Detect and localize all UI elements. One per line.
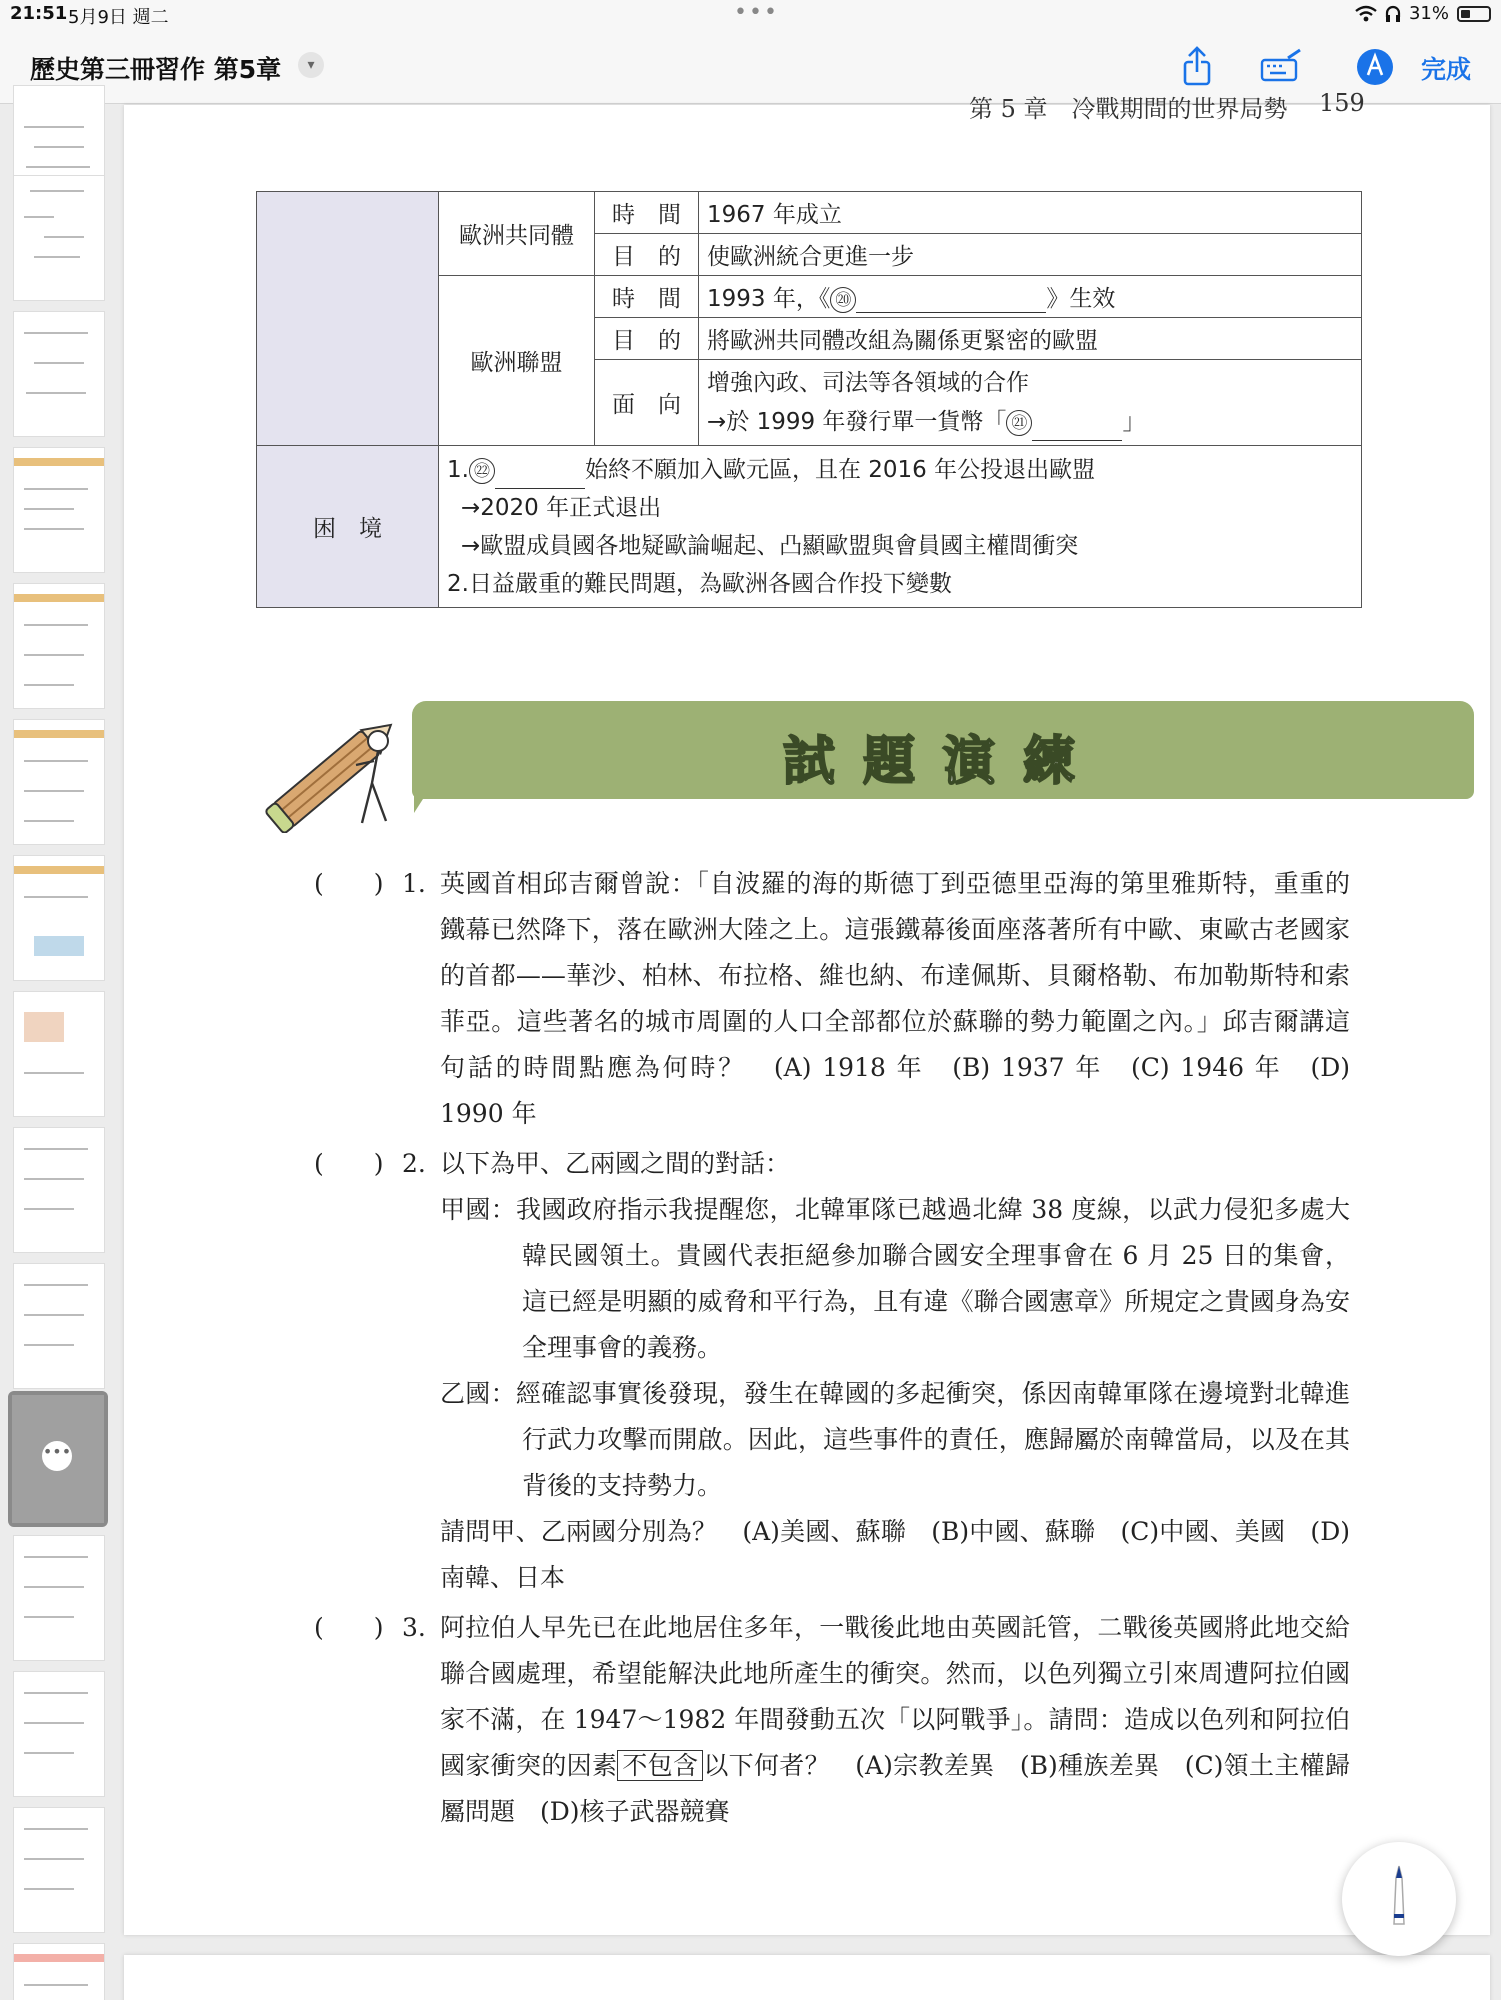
page-number: 159: [1319, 89, 1365, 117]
page-thumbnail[interactable]: [13, 1671, 105, 1797]
dilemma-cell: 1. ㉒ 始終不願加入歐元區，且在 2016 年公投退出歐盟 →2020 年正式退出 →歐盟成員國各地疑歐論崛起、凸顯歐盟與會員國主權間衝突 2.日益嚴重的難民問題，為歐洲各國合作投下變數: [439, 446, 1362, 608]
document-page: [124, 89, 1490, 1935]
question-text: 阿拉伯人早先已在此地居住多年，一戰後此地由英國託管，二戰後英國將此地交給聯合國處理，希望能解決此地所產生的衝突。然而，以色列獨立引來周遭阿拉伯國家不滿，在 1947～1982 年間發動五次「以阿戰爭」。請問：造成以色列和阿拉伯國家衝突的因素 不包含 以下何者？ (A)宗教差異 (B)種族差異 (C)領土主權歸屬問題 (D)核子武器競賽: [440, 1613, 1350, 1826]
wifi-icon: [1355, 5, 1377, 23]
pencil-icon: [1342, 1842, 1456, 1956]
page-thumbnail[interactable]: [13, 175, 105, 301]
fill-in-blank[interactable]: [1032, 402, 1122, 441]
eu-time-cell: 1993 年，《 ⑳ 》生效: [699, 276, 1362, 318]
running-head: [969, 89, 1365, 124]
question-text: 英國首相邱吉爾曾說：「自波羅的海的斯德丁到亞德里亞海的第里雅斯特，重重的鐵幕已然降下，落在歐洲大陸之上。這張鐵幕後面座落著所有中歐、東歐古老國家的首都——華沙、柏林、布拉格、維也納、布達佩斯、貝爾格勒、布加勒斯特和索菲亞。這些著名的城市周圍的人口全部都位於蘇聯的勢力範圍之內。」邱吉爾講這句話的時間點應為何時？ (A) 1918 年 (B) 1937 年 (C) 1946 年 (D) 1990 年: [440, 869, 1350, 1128]
battery-percent: 31%: [1408, 3, 1449, 24]
apple-pencil-button[interactable]: [1342, 1842, 1456, 1956]
boxed-keyword: 不包含: [617, 1750, 703, 1781]
question-number: 1.: [402, 869, 426, 898]
blank-number: ⑳: [830, 287, 856, 313]
page-thumbnail[interactable]: [13, 311, 105, 437]
answer-blank[interactable]: ( ): [314, 1149, 384, 1178]
dialogue-country-b: 乙國：經確認事實後發現，發生在韓國的多起衝突，係因南韓軍隊在邊境對北韓進行武力攻擊而開啟。因此，這些事件的責任，應歸屬於南韓當局，以及在其背後的支持勢力。: [440, 1379, 1350, 1500]
document-title[interactable]: 歷史第三冊習作 第5章: [30, 55, 282, 84]
eu-time-label: 時 間: [595, 276, 699, 318]
more-icon[interactable]: •••: [42, 1441, 72, 1471]
done-button[interactable]: 完成: [1421, 55, 1472, 84]
answer-blank[interactable]: ( ): [314, 1613, 384, 1642]
page-thumbnail[interactable]: [13, 1535, 105, 1661]
page-thumbnail[interactable]: [13, 1807, 105, 1933]
headphones-icon: [1385, 5, 1401, 23]
question-number: 2.: [402, 1149, 426, 1178]
pencil-tool-icon[interactable]: [1352, 44, 1398, 90]
ec-time-label: 時 間: [595, 192, 699, 234]
page-thumbnail-sidebar[interactable]: [0, 105, 122, 2000]
page-thumbnail[interactable]: [13, 1943, 105, 2000]
page-thumbnail[interactable]: [13, 1127, 105, 1253]
battery-icon: [1457, 6, 1491, 22]
page-thumbnail-selected[interactable]: [8, 1391, 108, 1527]
dilemma-label: 困 境: [257, 446, 439, 608]
chevron-down-icon[interactable]: ▾: [298, 52, 324, 78]
blank-number: ㉑: [1006, 410, 1032, 436]
page-thumbnail[interactable]: [13, 1263, 105, 1389]
summary-table: [256, 191, 1362, 608]
status-date: 5月9日 週二: [68, 7, 169, 28]
fill-in-blank[interactable]: [495, 450, 585, 489]
answer-blank[interactable]: ( ): [314, 869, 384, 898]
page-thumbnail[interactable]: [13, 991, 105, 1117]
section-title: 試題演練: [782, 732, 1103, 792]
page-thumbnail[interactable]: [13, 855, 105, 981]
eu-aspect-cell: 增強內政、司法等各領域的合作 →於 1999 年發行單一貨幣「 ㉑ 」: [699, 360, 1362, 446]
page-thumbnail[interactable]: [13, 583, 105, 709]
eu-name: 歐洲聯盟: [439, 276, 595, 446]
chapter-heading: 第 5 章 冷戰期間的世界局勢: [969, 95, 1288, 123]
dialogue-country-a: 甲國：我國政府指示我提醒您，北韓軍隊已越過北緯 38 度線，以武力侵犯多處大韓民國領土。貴國代表拒絕參加聯合國安全理事會在 6 月 25 日的集會，這已經是明顯的威脅和平行為，且有違《聯合國憲章》所規定之貴國身為安全理事會的義務。: [440, 1195, 1350, 1362]
share-icon[interactable]: [1174, 44, 1220, 90]
multitask-dots[interactable]: •••: [734, 0, 779, 25]
eu-purpose-label: 目 的: [595, 318, 699, 360]
status-bar: [0, 0, 1501, 30]
blank-number: ㉒: [469, 458, 495, 484]
question-intro: 以下為甲、乙兩國之間的對話：: [440, 1149, 791, 1178]
question-number: 3.: [402, 1613, 426, 1642]
section-banner: [412, 701, 1474, 799]
page-thumbnail[interactable]: [13, 447, 105, 573]
ec-purpose-label: 目 的: [595, 234, 699, 276]
ec-name: 歐洲共同體: [439, 192, 595, 276]
question-ask: 請問甲、乙兩國分別為？ (A)美國、蘇聯 (B)中國、蘇聯 (C)中國、美國 (D)南韓、日本: [440, 1517, 1350, 1592]
ec-purpose-value: 使歐洲統合更進一步: [699, 234, 1362, 276]
keyboard-markup-icon[interactable]: [1258, 44, 1304, 90]
page-thumbnail[interactable]: [13, 719, 105, 845]
pencil-figure-icon: [252, 703, 412, 833]
eu-aspect-label: 面 向: [595, 360, 699, 446]
next-document-page: [124, 1955, 1490, 2000]
status-time: 21:51: [10, 3, 68, 24]
ec-time-value: 1967 年成立: [699, 192, 1362, 234]
fill-in-blank[interactable]: [856, 286, 1046, 313]
eu-purpose-value: 將歐洲共同體改組為關係更緊密的歐盟: [699, 318, 1362, 360]
